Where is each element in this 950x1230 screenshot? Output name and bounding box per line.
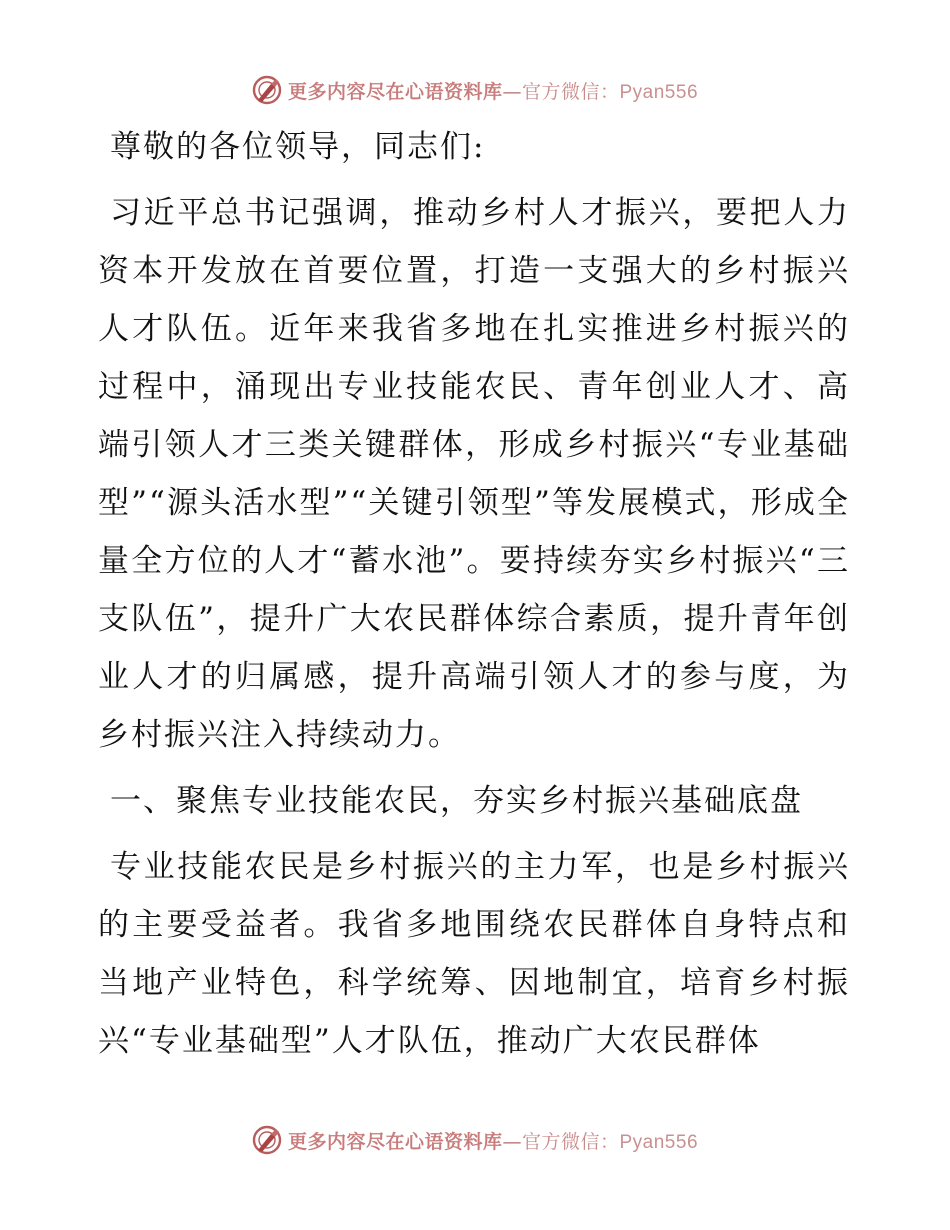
footer-watermark-banner	[0, 1120, 950, 1160]
pen-nib-circle-icon	[252, 75, 282, 105]
watermark-account: Pyan556	[619, 1131, 699, 1153]
intro-paragraph: 习近平总书记强调，推动乡村人才振兴，要把人力资本开发放在首要位置，打造一支强大的乡村振兴人才队伍。近年来我省多地在扎实推进乡村振兴的过程中，涌现出专业技能农民、青年创业人才、高端引领人才三类关键群体，形成乡村振兴“专业基础型”“源头活水型”“关键引领型”等发展模式，形成全量全方位的人才“蓄水池”。要持续夯实乡村振兴“三支队伍”，提升广大农民群体综合素质，提升青年创业人才的归属感，提升高端引领人才的参与度，为乡村振兴注入持续动力。	[98, 195, 850, 753]
header-watermark-banner	[0, 70, 950, 110]
watermark-dash: —	[502, 1130, 522, 1153]
watermark-main: 更多内容尽在心语资料库	[287, 80, 503, 103]
section-1-paragraph: 专业技能农民是乡村振兴的主力军，也是乡村振兴的主要受益者。我省多地围绕农民群体自身特点和当地产业特色，科学统筹、因地制宜，培育乡村振兴“专业基础型”人才队伍，推动广大农民群体	[98, 849, 850, 1059]
pen-nib-circle-icon	[252, 1125, 282, 1155]
section-heading-1: 一、聚焦专业技能农民，夯实乡村振兴基础底盘	[110, 783, 803, 819]
greeting-line: 尊敬的各位领导，同志们:	[110, 129, 486, 165]
watermark-main: 更多内容尽在心语资料库	[287, 1130, 503, 1153]
watermark-text	[288, 77, 698, 104]
watermark-official: 官方微信：	[521, 80, 620, 103]
watermark-official: 官方微信：	[521, 1130, 620, 1153]
watermark-text	[288, 1127, 698, 1154]
watermark-account: Pyan556	[619, 81, 699, 103]
watermark-dash: —	[502, 80, 522, 103]
document-body	[98, 118, 850, 1070]
